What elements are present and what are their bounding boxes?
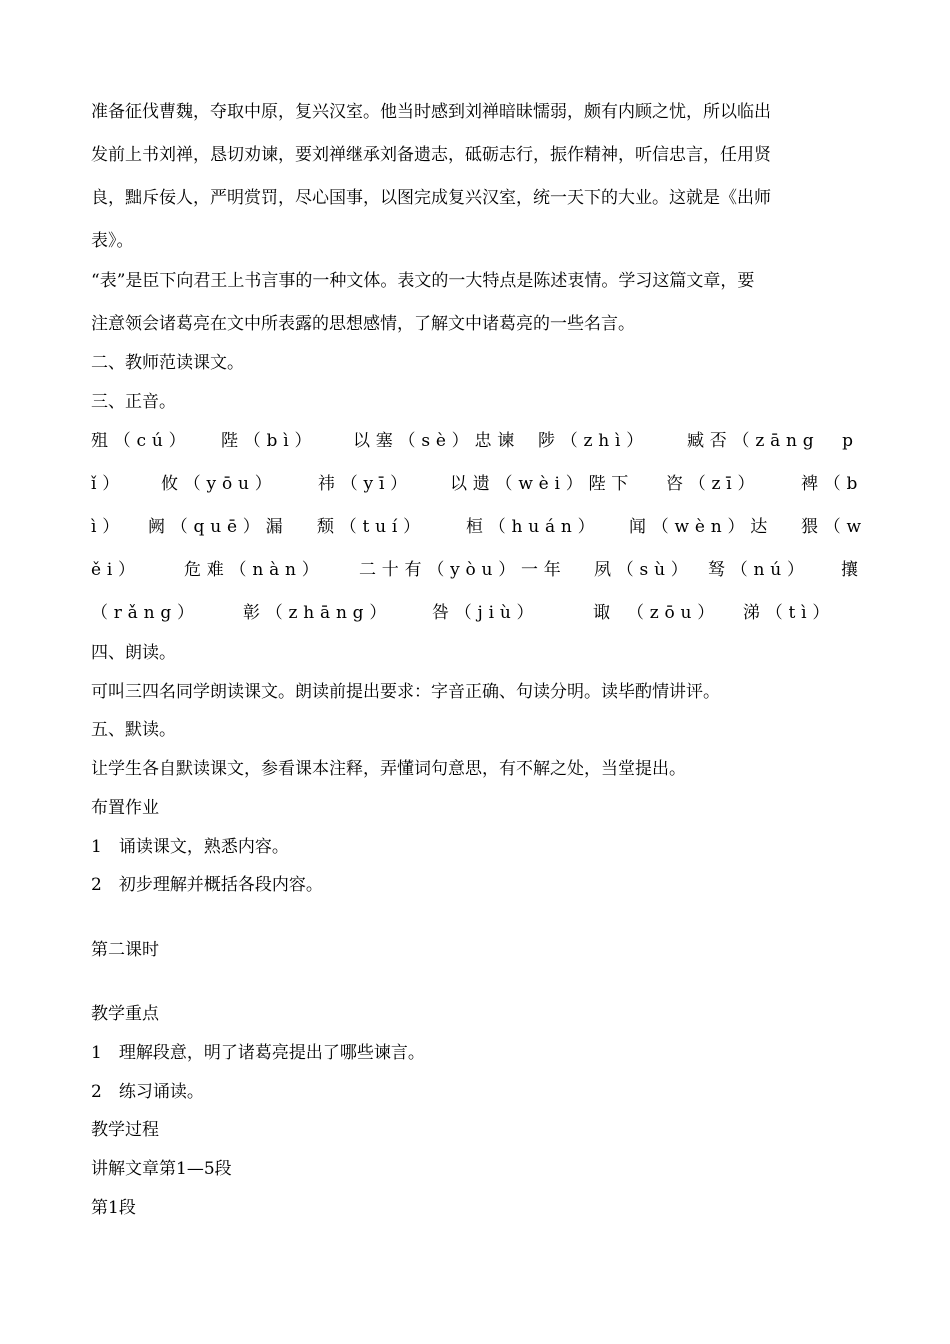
body-text-line: 发前上书刘禅，恳切劝谏，要刘禅继承刘备遗志，砥砺志行，振作精神，听信忠言，任用贤 [91,145,771,165]
pronunciation-item: 危难（nàn） [184,560,325,580]
focus-heading: 教学重点 [91,1004,159,1024]
pronunciation-item: 咎（jiù） [432,603,540,623]
lesson-heading: 第二课时 [91,940,159,960]
pronunciation-item: 殂（cú） [91,431,192,451]
pronunciation-item: ǐ） [91,474,125,494]
pronunciation-item: 二十有（yòu）一年 [359,560,567,580]
pronunciation-item: 咨（zī） [666,474,761,494]
body-text-line: “表”是臣下向君王上书言事的一种文体。表文的一大特点是陈述衷情。学习这篇文章，要 [91,271,755,291]
pronunciation-item: ěi） [91,560,141,580]
body-text-line: 可叫三四名同学朗读课文。朗读前提出要求：字音正确、句读分明。读毕酌情讲评。 [91,682,720,702]
pronunciation-item: 裨（b [801,474,864,494]
section-heading: 二、教师范读课文。 [91,353,244,373]
pronunciation-item: 祎（yī） [318,474,413,494]
pronunciation-item: 涕（tì） [743,603,836,623]
pronunciation-item: 闻（wèn）达 [629,517,774,537]
pronunciation-item: （rǎng） [91,603,200,623]
homework-heading: 布置作业 [91,798,159,818]
pronunciation-item: 猥（w [801,517,867,537]
list-item: 1 诵读课文，熟悉内容。 [91,837,289,857]
body-text-line: 注意领会诸葛亮在文中所表露的思想感情，了解文中诸葛亮的一些名言。 [91,314,635,334]
pronunciation-item: 陛（bì） [221,431,318,451]
pronunciation-item: 彰（zhāng） [243,603,393,623]
process-heading: 教学过程 [91,1120,159,1140]
section-heading: 五、默读。 [91,720,176,740]
body-text-line: 让学生各自默读课文，参看课本注释，弄懂词句意思，有不解之处，当堂提出。 [91,759,686,779]
pronunciation-item: ì） [91,517,125,537]
pronunciation-item: 颓（tuí） [317,517,426,537]
pronunciation-item: 桓（huán） [466,517,601,537]
body-text-line: 良，黜斥佞人，严明赏罚，尽心国事，以图完成复兴汉室，统一天下的大业。这就是《出师 [91,188,771,208]
pronunciation-item: 夙（sù） [594,560,694,580]
body-text-line: 讲解文章第1—5段 [91,1159,232,1179]
section-heading: 三、正音。 [91,392,176,412]
pronunciation-item: 驽（nú） [708,560,810,580]
pronunciation-item: 以塞（sè）忠谏 [353,431,521,451]
section-heading: 四、朗读。 [91,643,176,663]
pronunciation-item: 攸（yōu） [161,474,278,494]
body-text-line: 第1段 [91,1198,136,1218]
pronunciation-item: 以遗（wèi）陛下 [450,474,635,494]
list-item: 2 初步理解并概括各段内容。 [91,875,323,895]
pronunciation-item: 臧否（zāng p [687,431,859,451]
pronunciation-item: 诹 （zōu） [593,603,721,623]
body-text-line: 表》。 [91,231,134,251]
pronunciation-item: 阙（quē）漏 [148,517,289,537]
pronunciation-item: 陟（zhì） [538,431,650,451]
body-text-line: 准备征伐曹魏，夺取中原，复兴汉室。他当时感到刘禅暗昧懦弱，颇有内顾之忧，所以临出 [91,102,771,122]
list-item: 1 理解段意，明了诸葛亮提出了哪些谏言。 [91,1043,425,1063]
pronunciation-item: 攘 [841,560,864,580]
list-item: 2 练习诵读。 [91,1082,204,1102]
